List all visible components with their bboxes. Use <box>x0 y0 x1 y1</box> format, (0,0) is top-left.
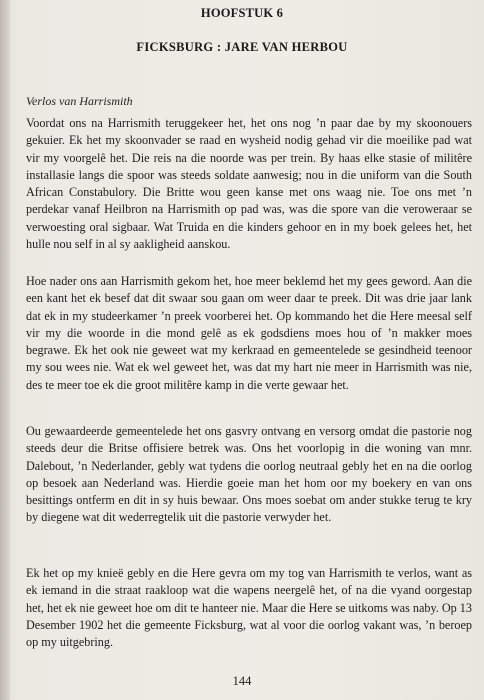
paragraph-1: Voordat ons na Harrismith teruggekeer het, het ons nog ’n paar dae by my skoonouers gekuier. Ek het my skoonvader se raad en wysheid nodig gehad vir die moeilike pad wat vir my voorgelê het. Die reis na die noorde was per trein. By haas elke stasie of militêre installasie langs die spoor was steeds soldate aanwesig; nou in die uniform van die South African Constabulory. Die Britte wou geen kanse met ons waag nie. Toe ons met ’n perdekar vanaf Heilbron na Harrismith op pad was, was die spore van die veroweraar se verwoesting oral sigbaar. Wat Truida en die kinders gehoor en in my boek gelees het, het hulle nou self in al sy aakligheid aanskou. <box>26 116 472 252</box>
page-edge <box>0 0 10 700</box>
paragraph-3: Ou gewaardeerde gemeentelede het ons gasvry ontvang en versorg omdat die pastorie nog steeds deur die Britse offisiere betrek was. Ons het voorlopig in die woning van mnr. Dalebout, ’n Nederlander, gebly wat tydens die oorlog neutraal gebly het en na die oorlog op besoek aan Nederland was. Hierdie goeie man het hom oor my boekery en van ons besittings ontferm en dit in sy huis bewaar. Ons moes soebat om ander stukke terug te kry by diegene wat dit wederregtelik uit die pastorie verwyder het. <box>26 424 472 525</box>
chapter-title: FICKSBURG : JARE VAN HERBOU <box>136 40 348 54</box>
paragraph-4: Ek het op my knieë gebly en die Here gevra om my tog van Harrismith te verlos, want as ek iemand in die straat raakloop wat die wapens neergelê het, of na die vyand oorgestap het, het ek nie geweet hoe om dit te hanteer nie. Maar die Here se uitkoms was naby. Op 13 Desember 1902 het die gemeente Ficksburg, wat al voor die oorlog vakant was, ’n beroep op my uitgebring. <box>26 566 472 650</box>
page-number: 144 <box>232 674 252 688</box>
section-subheading: Verlos van Harrismith <box>26 94 133 108</box>
chapter-heading: HOOFSTUK 6 <box>200 6 284 20</box>
paragraph-2: Hoe nader ons aan Harrismith gekom het, hoe meer beklemd het my gees geword. Aan die een kant het ek besef dat dit swaar sou gaan om weer daar te preek. Dit was drie jaar lank dat ek in my studeerkamer ’n preek voorberei het. Op kommando het die Here meesal self vir my die woorde in die mond gelê as ek godsdiens moes hou of ’n makker moes begrawe. Ek het ook nie geweet wat my kerkraad en gemeentelede se gesindheid teenoor my sou wees nie. Wat ek wel geweet het, was dat my hart nie meer in Harrismith was nie, des te meer toe ek die groot militêre kamp in die verte gewaar het. <box>26 274 472 392</box>
